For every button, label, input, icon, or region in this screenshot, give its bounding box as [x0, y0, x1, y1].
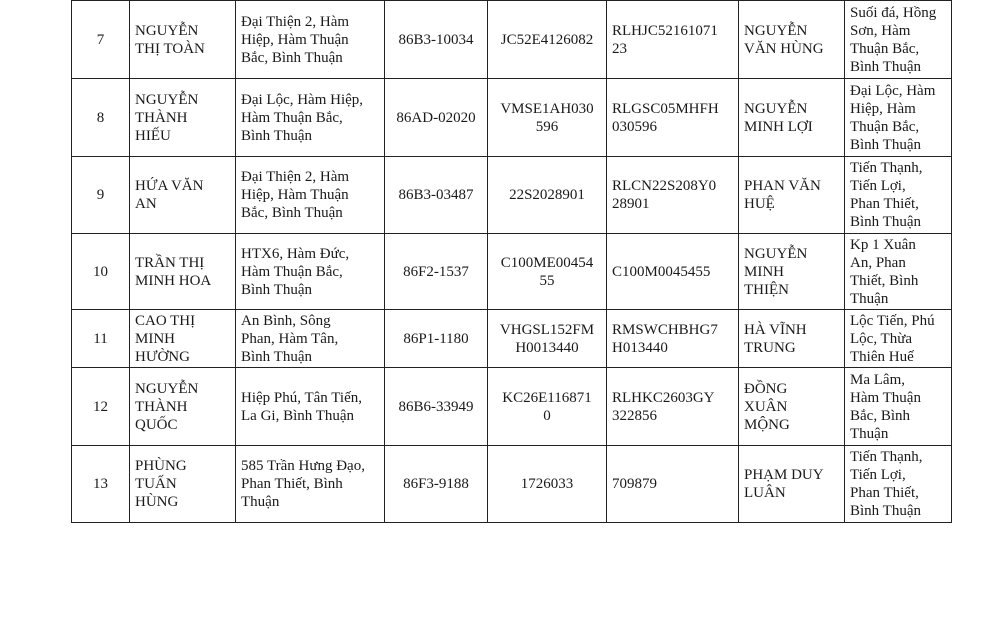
table-row [72, 310, 952, 368]
engine-number-cell [488, 234, 607, 310]
address-line: Bình Thuận [241, 281, 312, 298]
owner-address-cell [845, 157, 952, 234]
registered-owner-cell [739, 310, 845, 368]
address-line: Hàm Thuận Bắc, [241, 263, 343, 280]
row-number-cell: 9 [72, 157, 130, 234]
engine-number-cell [488, 1, 607, 79]
registered-owner-line: MINH LỢI [744, 118, 813, 135]
license-plate-cell: 86B3-03487 [385, 157, 488, 234]
registered-owner-line: VĂN HÙNG [744, 40, 824, 57]
row-number-cell: 10 [72, 234, 130, 310]
person-name-cell [130, 1, 236, 79]
address-line: Bình Thuận [241, 348, 312, 365]
owner-address-line: Thuận [850, 290, 889, 307]
address-line: Phan, Hàm Tân, [241, 330, 339, 347]
owner-address-line: Bình Thuận [850, 214, 921, 230]
engine-number-line: KC26E116871 [502, 389, 592, 406]
chassis-number-cell [607, 446, 739, 523]
engine-number-cell [488, 446, 607, 523]
owner-address-line: Tiến Thạnh, [850, 160, 923, 176]
address-line: Bình Thuận [241, 127, 312, 144]
owner-address-line: Thiên Huế [850, 348, 914, 365]
registered-owner-line: NGUYỄN [744, 22, 808, 39]
engine-number-line: 22S2028901 [509, 187, 585, 203]
owner-address-line: Bắc, Bình [850, 407, 910, 424]
table-row [72, 1, 952, 79]
engine-number-line: 0 [543, 407, 551, 424]
person-name-line: PHÙNG [135, 458, 187, 474]
owner-address-line: Bình Thuận [850, 136, 921, 153]
owner-address-line: Thuận Bắc, [850, 40, 920, 57]
person-name-line: NGUYỄN [135, 380, 199, 397]
license-plate-cell: 86AD-02020 [385, 79, 488, 157]
vehicle-records-table [71, 0, 952, 523]
registered-owner-cell [739, 446, 845, 523]
person-name-cell [130, 157, 236, 234]
owner-address-line: Tiến Thạnh, [850, 449, 923, 465]
registered-owner-line: HÀ VĨNH [744, 321, 807, 338]
registered-owner-line: PHẠM DUY [744, 467, 824, 483]
engine-number-line: VHGSL152FM [499, 321, 595, 338]
engine-number-line: 1726033 [520, 476, 574, 492]
chassis-number-line: H013440 [612, 339, 668, 356]
registered-owner-cell [739, 1, 845, 79]
address-line: An Bình, Sông [241, 312, 331, 329]
person-name-line: QUỐC [135, 416, 178, 433]
chassis-number-line: RLCN22S208Y0 [612, 178, 717, 194]
owner-address-line: Lộc Tiến, Phú [850, 312, 935, 329]
chassis-number-cell [607, 1, 739, 79]
address-line: La Gi, Bình Thuận [241, 407, 355, 424]
owner-address-line: Phan Thiết, [850, 196, 919, 212]
registered-owner-line: NGUYỄN [744, 100, 808, 117]
owner-address-cell [845, 368, 952, 446]
address-line: HTX6, Hàm Đức, [241, 245, 350, 262]
registered-owner-line: MINH [744, 263, 784, 280]
address-line: Đại Thiện 2, Hàm [241, 13, 350, 30]
address-line: Hiệp, Hàm Thuận [241, 187, 349, 203]
owner-address-line: Suối đá, Hồng [850, 4, 937, 21]
person-name-line: HỨA VĂN [135, 178, 204, 194]
person-name-cell [130, 234, 236, 310]
address-cell [236, 234, 385, 310]
owner-address-line: Lộc, Thừa [850, 330, 912, 347]
address-line: Hiệp, Hàm Thuận [241, 31, 349, 48]
chassis-number-line: RMSWCHBHG7 [612, 321, 718, 338]
engine-number-line: 596 [535, 118, 559, 135]
chassis-number-line: 23 [612, 40, 627, 57]
registered-owner-cell [739, 79, 845, 157]
owner-address-line: An, Phan [850, 254, 906, 271]
person-name-line: HÙNG [135, 494, 179, 510]
owner-address-line: Ma Lâm, [850, 371, 905, 388]
address-line: Hiệp Phú, Tân Tiến, [241, 389, 362, 406]
chassis-number-line: 030596 [612, 118, 657, 135]
registered-owner-line: XUÂN [744, 398, 788, 415]
person-name-line: CAO THỊ [135, 312, 196, 329]
chassis-number-line: 322856 [612, 407, 657, 424]
person-name-line: THÀNH [135, 109, 188, 126]
table-row [72, 157, 952, 234]
license-plate-cell: 86F2-1537 [385, 234, 488, 310]
person-name-line: MINH HOA [135, 272, 212, 289]
engine-number-line: VMSE1AH030 [500, 100, 594, 117]
person-name-line: THỊ TOÀN [135, 40, 205, 57]
owner-address-line: Hàm Thuận [850, 389, 921, 406]
engine-number-cell [488, 79, 607, 157]
chassis-number-line: 709879 [612, 476, 657, 492]
registered-owner-cell [739, 234, 845, 310]
person-name-cell [130, 446, 236, 523]
engine-number-line: 55 [539, 272, 555, 289]
table-row [72, 79, 952, 157]
chassis-number-cell [607, 157, 739, 234]
registered-owner-line: NGUYỄN [744, 245, 808, 262]
owner-address-line: Đại Lộc, Hàm [850, 82, 936, 99]
owner-address-cell [845, 1, 952, 79]
license-plate-cell: 86P1-1180 [385, 310, 488, 368]
row-number-cell: 13 [72, 446, 130, 523]
chassis-number-line: RLHKC2603GY [612, 389, 715, 406]
license-plate-cell: 86B6-33949 [385, 368, 488, 446]
engine-number-line: H0013440 [515, 339, 579, 356]
address-line: Bắc, Bình Thuận [241, 205, 343, 221]
table-row [72, 234, 952, 310]
table-row [72, 446, 952, 523]
owner-address-line: Hiệp, Hàm [850, 100, 916, 117]
address-line: Thuận [241, 494, 280, 510]
chassis-number-cell [607, 310, 739, 368]
address-cell [236, 446, 385, 523]
owner-address-line: Bình Thuận [850, 58, 921, 75]
registered-owner-cell [739, 157, 845, 234]
owner-address-line: Phan Thiết, [850, 485, 919, 501]
chassis-number-cell [607, 368, 739, 446]
person-name-cell [130, 79, 236, 157]
registered-owner-line: HUỆ [744, 196, 775, 212]
address-cell [236, 79, 385, 157]
engine-number-line: JC52E4126082 [500, 31, 594, 48]
table-body [72, 1, 952, 523]
owner-address-line: Thuận [850, 425, 889, 442]
license-plate-cell: 86B3-10034 [385, 1, 488, 79]
chassis-number-cell [607, 234, 739, 310]
person-name-cell [130, 310, 236, 368]
owner-address-cell [845, 446, 952, 523]
address-line: Đại Thiện 2, Hàm [241, 169, 350, 185]
owner-address-cell [845, 234, 952, 310]
chassis-number-line: RLHJC52161071 [612, 22, 718, 39]
chassis-number-line: 28901 [612, 196, 650, 212]
person-name-cell [130, 368, 236, 446]
address-cell [236, 368, 385, 446]
owner-address-line: Tiến Lợi, [850, 178, 906, 194]
person-name-line: THÀNH [135, 398, 188, 415]
chassis-number-cell [607, 79, 739, 157]
registered-owner-line: MỘNG [744, 416, 790, 433]
engine-number-cell [488, 157, 607, 234]
owner-address-line: Thiết, Bình [850, 272, 919, 289]
owner-address-cell [845, 310, 952, 368]
address-line: 585 Trần Hưng Đạo, [241, 458, 365, 474]
chassis-number-line: C100M0045455 [612, 263, 711, 280]
person-name-line: NGUYỄN [135, 22, 199, 39]
address-cell [236, 310, 385, 368]
address-cell [236, 1, 385, 79]
license-plate-cell: 86F3-9188 [385, 446, 488, 523]
address-line: Đại Lộc, Hàm Hiệp, [241, 91, 364, 108]
registered-owner-cell [739, 368, 845, 446]
address-cell [236, 157, 385, 234]
registered-owner-line: ĐỒNG [744, 380, 788, 397]
registered-owner-line: PHAN VĂN [744, 178, 821, 194]
address-line: Bắc, Bình Thuận [241, 49, 343, 66]
owner-address-line: Bình Thuận [850, 503, 921, 519]
registered-owner-line: TRUNG [744, 339, 796, 356]
address-line: Phan Thiết, Bình [241, 476, 343, 492]
engine-number-cell [488, 368, 607, 446]
row-number-cell: 12 [72, 368, 130, 446]
owner-address-line: Kp 1 Xuân [850, 236, 916, 253]
row-number-cell: 11 [72, 310, 130, 368]
person-name-line: HƯỜNG [135, 348, 190, 365]
owner-address-line: Thuận Bắc, [850, 118, 920, 135]
chassis-number-line: RLGSC05MHFH [612, 100, 719, 117]
person-name-line: MINH [135, 330, 175, 347]
address-line: Hàm Thuận Bắc, [241, 109, 343, 126]
engine-number-cell [488, 310, 607, 368]
person-name-line: TRẦN THỊ [135, 254, 205, 271]
row-number-cell: 7 [72, 1, 130, 79]
row-number-cell: 8 [72, 79, 130, 157]
engine-number-line: C100ME00454 [500, 254, 594, 271]
registered-owner-line: LUÂN [744, 485, 786, 501]
owner-address-cell [845, 79, 952, 157]
person-name-line: HIẾU [135, 127, 171, 144]
person-name-line: NGUYỄN [135, 91, 199, 108]
table-row [72, 368, 952, 446]
person-name-line: TUẤN [135, 476, 177, 492]
owner-address-line: Tiến Lợi, [850, 467, 906, 483]
owner-address-line: Sơn, Hàm [850, 22, 911, 39]
registered-owner-line: THIỆN [744, 281, 789, 298]
person-name-line: AN [135, 196, 157, 212]
